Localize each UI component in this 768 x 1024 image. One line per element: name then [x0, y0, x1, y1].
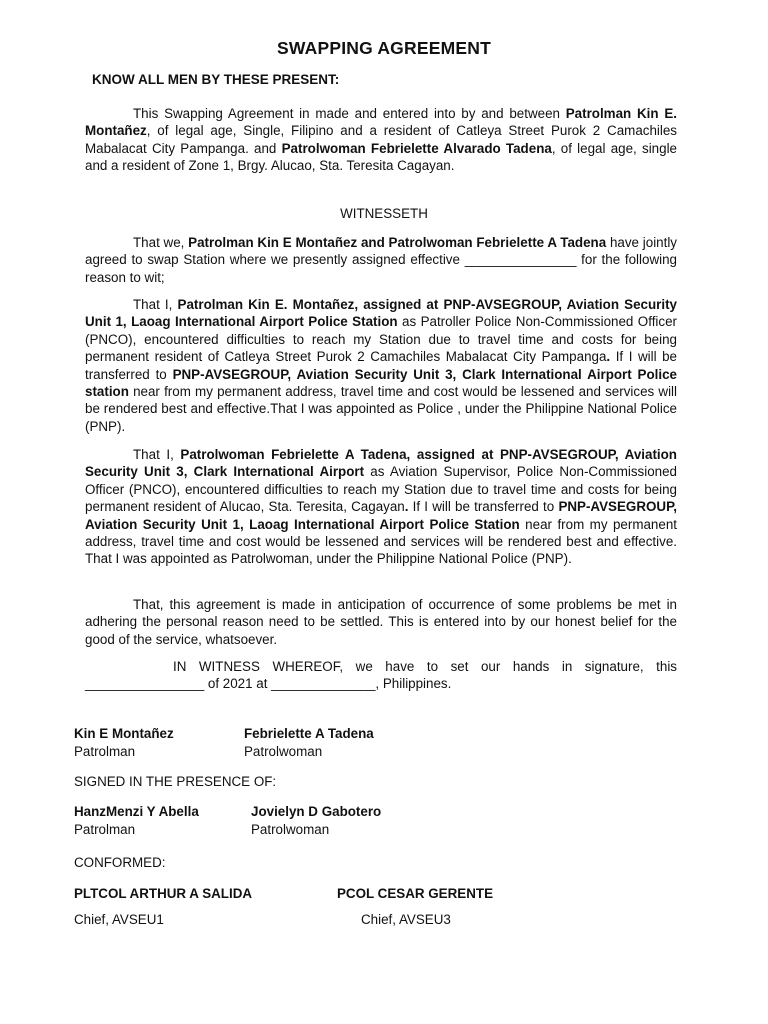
signatory-rank: Patrolman [74, 744, 136, 759]
signatory-name: Jovielyn D Gabotero [251, 804, 382, 819]
anticipation-paragraph: That, this agreement is made in anticipation of occurrence of some problems be met in adhering the personal reason need to be settled. This is entered into by our honest belief for the good of the service, whatsoever. [85, 597, 677, 647]
signatory-rank: Patrolwoman [251, 822, 330, 837]
presence-label: SIGNED IN THE PRESENCE OF: [74, 774, 277, 789]
signature-block-chief1 [74, 881, 252, 933]
signature-block-chief2 [337, 881, 493, 933]
party2-reason-paragraph: That I, Patrolwoman Febrielette A Tadena, assigned at PNP-AVSEGROUP, Aviation Security Unit 3, Clark International Airport as Aviation Supervisor, Police Non-Commissioned Officer (PNCO), encountered difficulties to reach my Station due to travel time and costs for being permanent resident of Alucao, Sta. Teresita, Cagayan. If I will be transferred to PNP-AVSEGROUP, Aviation Security Unit 1, Laoag International Airport Police Station near from my permanent address, travel time and cost would be lessened and services will be rendered best and effective. That I was appointed as Patrolwoman, under the Philippine National Police (PNP). [85, 447, 677, 567]
party1-reason-paragraph: That I, Patrolman Kin E. Montañez, assigned at PNP-AVSEGROUP, Aviation Security Unit 1, Laoag International Airport Police Station as Patroller Police Non-Commissioned Officer (PNCO), encountered difficulties to reach my Station due to travel time and costs for being permanent resident of Catleya Street Purok 2 Camachiles Mabalacat City Pampanga. If I will be transferred to PNP-AVSEGROUP, Aviation Security Unit 3, Clark International Airport Police station near from my permanent address, travel time and cost would be lessened and services will be rendered best and effective.That I was appointed as Police , under the Philippine National Police (PNP). [85, 297, 677, 434]
signatory-rank: Chief, AVSEU1 [74, 912, 164, 927]
signatory-rank: Patrolman [74, 822, 136, 837]
document-title: SWAPPING AGREEMENT [277, 38, 491, 58]
signatory-name: Kin E Montañez [74, 726, 174, 741]
signatory-name: PCOL CESAR GERENTE [337, 886, 493, 901]
witness-whereof-paragraph: IN WITNESS WHEREOF, we have to set our hands in signature, this ________________ of 2021 at ______________, Philippines. [85, 659, 677, 692]
document-subtitle: KNOW ALL MEN BY THESE PRESENT: [92, 72, 340, 87]
signature-block-witness1 [74, 803, 199, 839]
signatory-rank: Chief, AVSEU3 [361, 912, 451, 927]
signatory-rank: Patrolwoman [244, 744, 323, 759]
signatory-name: PLTCOL ARTHUR A SALIDA [74, 886, 253, 901]
signature-block-party2 [244, 725, 374, 761]
intro-paragraph: This Swapping Agreement in made and entered into by and between Patrolman Kin E. Montañez, of legal age, Single, Filipino and a resident of Catleya Street Purok 2 Camachiles Mabalacat City Pampanga. and Patrolwoman Febrielette Alvarado Tadena, of legal age, single and a resident of Zone 1, Brgy. Alucao, Sta. Teresita Cagayan. [85, 106, 677, 174]
agreement-paragraph: That we, Patrolman Kin E Montañez and Patrolwoman Febrielette A Tadena have jointly agreed to swap Station where we presently assigned effective _______________ for the following reason to wit; [85, 235, 678, 285]
signatory-name: Febrielette A Tadena [244, 726, 374, 741]
signatory-name: HanzMenzi Y Abella [74, 804, 199, 819]
signature-block-witness2 [251, 803, 381, 839]
conformed-label: CONFORMED: [74, 855, 166, 870]
witnesseth-heading: WITNESSETH [340, 206, 428, 221]
signature-block-party1 [74, 725, 174, 761]
